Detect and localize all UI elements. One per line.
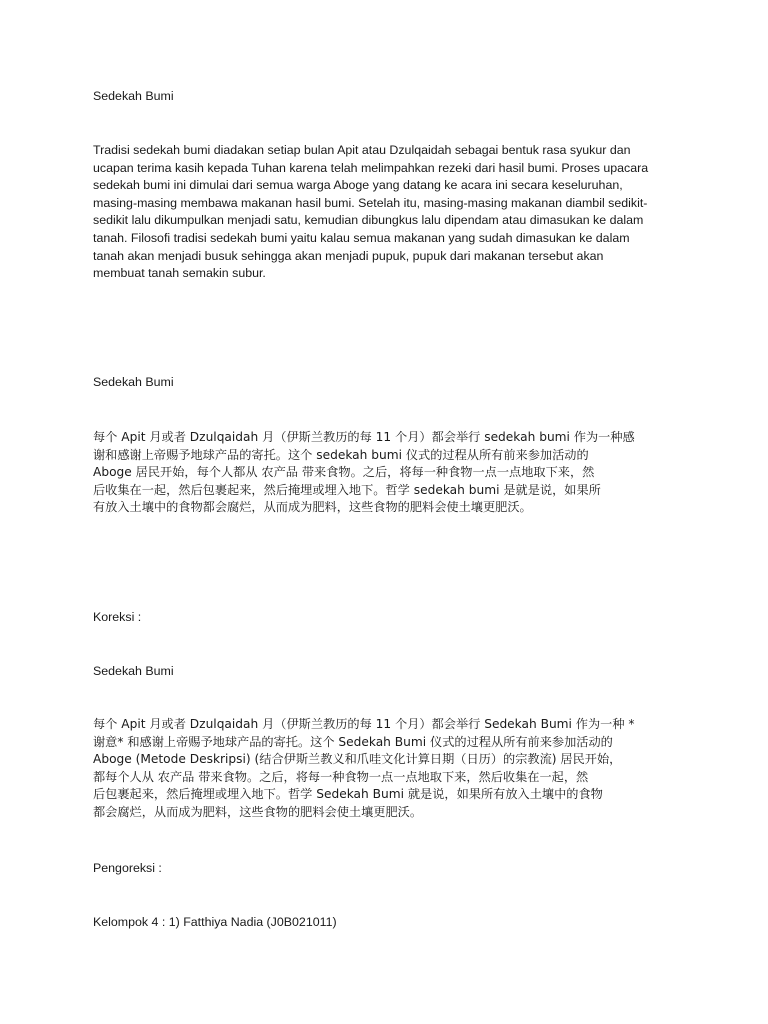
- paragraph-line: Aboge (Metode Deskripsi) (结合伊斯兰教义和爪哇文化计算日期（日历）的宗教流) 居民开始，: [93, 752, 622, 767]
- kelompok-line: Kelompok 4 : 1) Fatthiya Nadia (J0B021011): [93, 915, 337, 929]
- paragraph-indonesian: [93, 142, 683, 283]
- paragraph-line: 谢和感谢上帝赐予地球产品的寄托。这个 sedekah bumi 仪式的过程从所有前来参加活动的: [93, 447, 589, 462]
- paragraph-line: 后包裹起来，然后掩埋或埋入地下。哲学 Sedekah Bumi 就是说，如果所有放入土壤中的食物: [93, 787, 603, 802]
- paragraph-line: sedikit lalu dikumpulkan menjadi satu, kemudian dibungkus lalu dipendam atau dimasukan ke dalam: [93, 213, 644, 228]
- paragraph-line: 都会腐烂，从而成为肥料，这些食物的肥料会使土壤更肥沃。: [93, 804, 423, 819]
- paragraph-line: 谢意* 和感谢上帝赐予地球产品的寄托。这个 Sedekah Bumi 仪式的过程从所有前来参加活动的: [93, 734, 613, 749]
- pengoreksi-label: Pengoreksi :: [93, 861, 162, 875]
- paragraph-line: 有放入土壤中的食物都会腐烂，从而成为肥料，这些食物的肥料会使土壤更肥沃。: [93, 500, 532, 515]
- heading-sedekah-bumi-3: Sedekah Bumi: [93, 664, 174, 678]
- paragraph-line: 每个 Apit 月或者 Dzulqaidah 月（伊斯兰教历的每 11 个月）都会举行 sedekah bumi 作为一种感: [93, 430, 635, 444]
- heading-sedekah-bumi-2: Sedekah Bumi: [93, 375, 174, 389]
- koreksi-label: Koreksi :: [93, 610, 142, 624]
- paragraph-line: Aboge 居民开始，每个人都从 农产品 带来食物。之后，将每一种食物一点一点地取下来，然: [93, 465, 595, 480]
- paragraph-line: tanah akan menjadi busuk sehingga akan menjadi pupuk, pupuk dari makanan tersebut akan: [93, 248, 604, 263]
- heading-sedekah-bumi-1: Sedekah Bumi: [93, 89, 174, 103]
- paragraph-line: membuat tanah semakin subur.: [93, 266, 266, 281]
- paragraph-line: 每个 Apit 月或者 Dzulqaidah 月（伊斯兰教历的每 11 个月）都会举行 Sedekah Bumi 作为一种 *: [93, 717, 635, 731]
- paragraph-chinese: [93, 429, 683, 517]
- paragraph-corrected: [93, 716, 683, 822]
- paragraph-line: 后收集在一起，然后包裹起来，然后掩埋或埋入地下。哲学 sedekah bumi 是就是说，如果所: [93, 482, 601, 497]
- paragraph-line: sedekah bumi ini dimulai dari semua warga Aboge yang datang ke acara ini secara keseluruhan,: [93, 178, 623, 193]
- paragraph-line: Tradisi sedekah bumi diadakan setiap bulan Apit atau Dzulqaidah sebagai bentuk rasa syukur dan: [93, 143, 631, 157]
- paragraph-line: 都每个人从 农产品 带来食物。之后，将每一种食物一点一点地取下来，然后收集在一起，然: [93, 769, 589, 784]
- paragraph-line: ucapan terima kasih kepada Tuhan karena telah melimpahkan rezeki dari hasil bumi. Proses upacara: [93, 160, 649, 175]
- paragraph-line: masing-masing membawa makanan hasil bumi. Setelah itu, masing-masing makanan diambil sedikit-: [93, 195, 648, 210]
- paragraph-line: tanah. Filosofi tradisi sedekah bumi yaitu kalau semua makanan yang sudah dimasukan ke dalam: [93, 230, 630, 245]
